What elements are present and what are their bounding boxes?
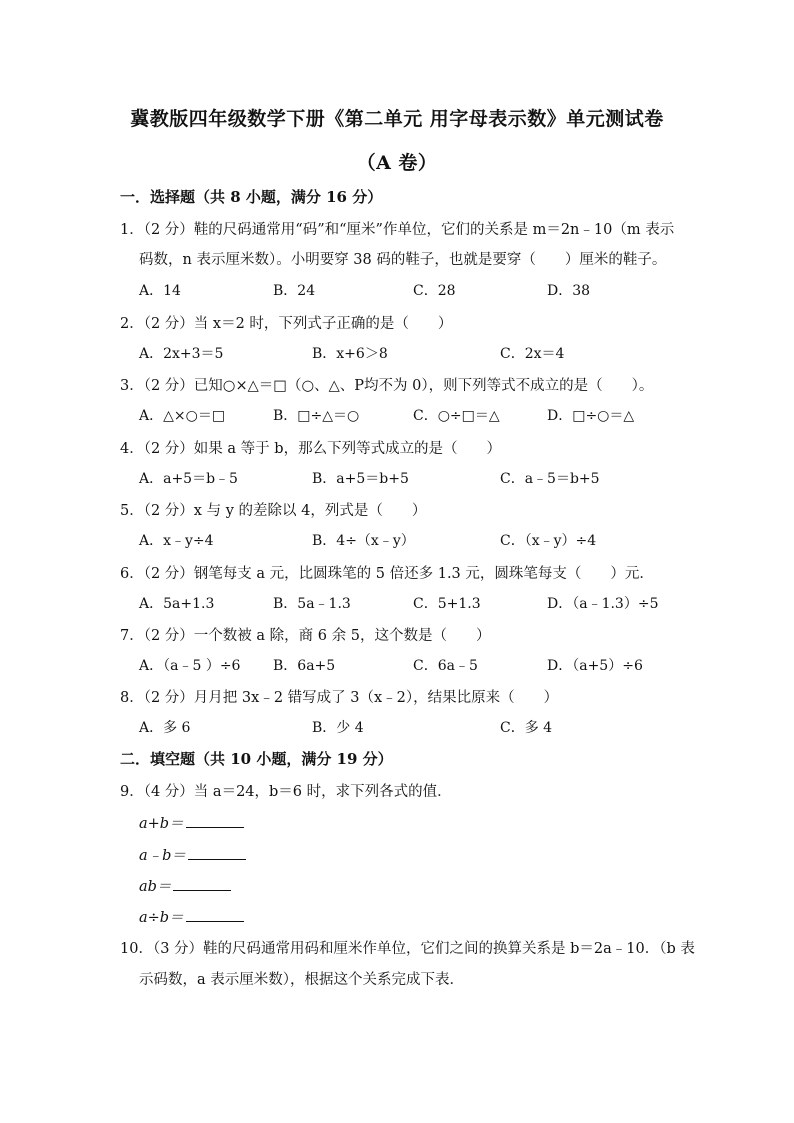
question-4-option-b: B．a+5＝b+5 xyxy=(312,471,409,487)
question-9-fill-4 xyxy=(139,906,244,927)
question-2-option-b: B．x+6＞8 xyxy=(312,346,388,362)
question-4-option-c: C．a﹣5＝b+5 xyxy=(500,471,600,487)
question-6-option-d: D．（a﹣1.3）÷5 xyxy=(547,596,659,612)
question-1-option-c: C．28 xyxy=(413,283,456,299)
question-1-option-d: D．38 xyxy=(547,283,591,299)
question-5-option-a: A．x﹣y÷4 xyxy=(139,533,214,549)
section-heading-choice: 一．选择题（共 8 小题，满分 16 分） xyxy=(120,188,383,206)
question-10-line-1: 10．（3 分）鞋的尺码通常用码和厘米作单位，它们之间的换算关系是 b＝2a﹣10．（b 表 xyxy=(120,941,695,957)
question-6-option-b: B．5a﹣1.3 xyxy=(273,596,351,612)
question-6-option-a: A．5a+1.3 xyxy=(139,596,215,612)
question-9-expression-4: a÷b＝ xyxy=(139,910,184,926)
section-heading-fill: 二．填空题（共 10 小题，满分 19 分） xyxy=(120,750,393,768)
question-8-option-b: B．少 4 xyxy=(312,720,364,736)
question-2-option-a: A．2x+3＝5 xyxy=(139,346,224,362)
question-1-line-1: 1．（2 分）鞋的尺码通常用“码”和“厘米”作单位，它们的关系是 m＝2n﹣10（m 表示 xyxy=(120,222,675,238)
question-8-line-1: 8．（2 分）月月把 3x﹣2 错写成了 3（x﹣2），结果比原来（ ） xyxy=(120,690,559,706)
question-5-option-b: B．4÷（x﹣y） xyxy=(312,533,415,549)
answer-blank[interactable] xyxy=(188,845,246,860)
question-10-line-2: 示码数，a 表示厘米数），根据这个关系完成下表． xyxy=(139,972,465,988)
question-1-option-b: B．24 xyxy=(273,283,316,299)
question-6-option-c: C．5+1.3 xyxy=(413,596,481,612)
question-3-option-d: D．□÷○＝△ xyxy=(547,408,635,424)
question-4-line-1: 4．（2 分）如果 a 等于 b，那么下列等式成立的是（ ） xyxy=(120,441,502,457)
question-7-option-b: B．6a+5 xyxy=(273,658,336,674)
question-9-expression-1: a+b＝ xyxy=(139,816,184,832)
question-5-option-c: C．（x﹣y）÷4 xyxy=(500,533,597,549)
question-1-option-a: A．14 xyxy=(139,283,181,299)
question-2-option-c: C．2x＝4 xyxy=(500,346,565,362)
question-7-line-1: 7．（2 分）一个数被 a 除，商 6 余 5，这个数是（ ） xyxy=(120,628,491,644)
question-8-option-a: A．多 6 xyxy=(139,720,191,736)
question-7-option-c: C．6a﹣5 xyxy=(413,658,478,674)
question-3-option-b: B．□÷△＝○ xyxy=(273,408,360,424)
question-7-option-a: A．（a﹣5 ）÷6 xyxy=(139,658,241,674)
document-title: 冀教版四年级数学下册《第二单元 用字母表示数》单元测试卷 xyxy=(130,108,664,130)
question-2-line-1: 2．（2 分）当 x＝2 时，下列式子正确的是（ ） xyxy=(120,316,453,332)
question-9-line-1: 9．（4 分）当 a＝24，b＝6 时，求下列各式的值． xyxy=(120,784,452,800)
answer-blank[interactable] xyxy=(186,907,244,922)
answer-blank[interactable] xyxy=(186,813,244,828)
question-3-option-a: A．△×○＝□ xyxy=(139,408,226,424)
question-9-expression-2: a﹣b＝ xyxy=(139,848,186,864)
question-9-fill-2 xyxy=(139,844,246,865)
question-7-option-d: D．（a+5）÷6 xyxy=(547,658,643,674)
question-9-fill-1 xyxy=(139,812,244,833)
question-9-fill-3 xyxy=(139,875,231,896)
question-9-expression-3: ab＝ xyxy=(139,879,172,895)
question-3-line-1: 3．（2 分）已知○×△＝□（○、△、P均不为 0），则下列等式不成立的是（ ）。 xyxy=(120,378,654,394)
question-6-line-1: 6．（2 分）钢笔每支 a 元，比圆珠笔的 5 倍还多 1.3 元，圆珠笔每支（ ）元． xyxy=(120,566,654,582)
question-5-line-1: 5．（2 分）x 与 y 的差除以 4，列式是（ ） xyxy=(120,503,427,519)
question-4-option-a: A．a+5＝b﹣5 xyxy=(139,471,238,487)
question-8-option-c: C．多 4 xyxy=(500,720,553,736)
answer-blank[interactable] xyxy=(173,876,231,891)
document-subtitle: （A 卷） xyxy=(356,152,438,174)
question-1-line-2: 码数，n 表示厘米数）。小明要穿 38 码的鞋子，也就是要穿（ ）厘米的鞋子。 xyxy=(139,252,667,268)
question-3-option-c: C．○÷□＝△ xyxy=(413,408,500,424)
